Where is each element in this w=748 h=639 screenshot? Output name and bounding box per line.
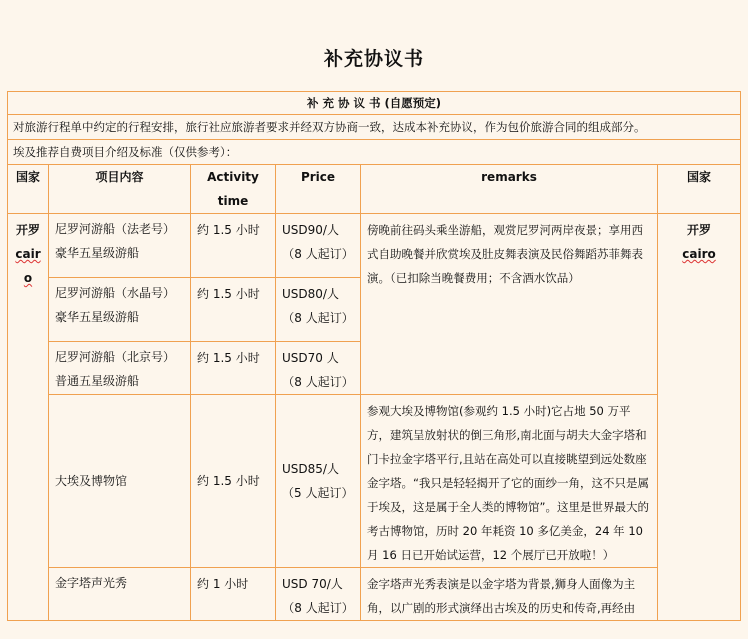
duration-cell: 约 1.5 小时 <box>191 395 276 568</box>
price-cell <box>276 395 361 568</box>
list-title: 埃及推荐自费项目介绍及标准（仅供参考）： <box>8 140 741 165</box>
item-name: 尼罗河游船（北京号） <box>55 350 176 364</box>
city-en-right: cairo <box>682 247 716 261</box>
city-en: cairo <box>15 247 41 285</box>
table-subtitle: 补 充 协 议 书 (自愿预定) <box>8 92 741 115</box>
price-cell <box>276 568 361 621</box>
table-row <box>8 568 741 621</box>
min-people: （8 人起订） <box>282 375 354 389</box>
item-grade: 普通五星级游船 <box>55 374 140 388</box>
intro-row <box>8 115 741 140</box>
price-value: USD90/人 <box>282 223 339 237</box>
price-cell <box>276 278 361 342</box>
header-remarks: remarks <box>361 165 658 214</box>
price-cell <box>276 342 361 395</box>
intro-text: 对旅游行程单中约定的行程安排，旅行社应旅游者要求并经双方协商一致，达成本补充协议，作为包价旅游合同的组成部分。 <box>8 115 741 140</box>
table-row <box>8 395 741 568</box>
city-cn: 开罗 <box>15 223 40 237</box>
header-price: Price <box>276 165 361 214</box>
museum-remark: 参观大埃及博物馆(参观约 1.5 小时)它占地 50 万平方，建筑呈放射状的倒三角形,南北面与胡夫大金字塔和门卡拉金字塔平行,且站在高处可以直接眺望到远处数座金字塔。“我只是轻轻揭开了它的面纱一角，这不只是属于埃及，这是属于全人类的博物馆”。这里是世界最大的考古博物馆，历时 20 年耗资 10 多亿美金，24 年 10 月 16 日已开始试运营，12 个展厅已开放啦！） <box>361 395 658 568</box>
page-title: 补充协议书 <box>323 48 424 70</box>
item-name: 尼罗河游船（法老号） <box>55 222 176 236</box>
header-row <box>8 165 741 214</box>
table-subtitle-row <box>8 92 741 115</box>
item-name: 金字塔声光秀 <box>55 576 128 590</box>
min-people: （8 人起订） <box>282 311 354 325</box>
duration-cell: 约 1 小时 <box>191 568 276 621</box>
city-cell-right <box>658 214 741 621</box>
item-grade: 豪华五星级游船 <box>55 310 140 324</box>
item-name: 大埃及博物馆 <box>55 474 128 488</box>
item-cell <box>49 395 191 568</box>
city-cell-left <box>8 214 49 621</box>
price-value: USD85/人 <box>282 462 339 476</box>
item-cell <box>49 278 191 342</box>
price-value: USD80/人 <box>282 287 339 301</box>
price-cell <box>276 214 361 278</box>
price-value: USD 70/人 <box>282 577 343 591</box>
cruise-remark: 傍晚前往码头乘坐游船，观赏尼罗河两岸夜景；享用西式自助晚餐并欣赏埃及肚皮舞表演及民俗舞蹈苏菲舞表演。（已扣除当晚餐费用；不含酒水饮品） <box>361 214 658 395</box>
item-cell <box>49 214 191 278</box>
item-name: 尼罗河游船（水晶号） <box>55 286 176 300</box>
duration-cell: 约 1.5 小时 <box>191 342 276 395</box>
header-country: 国家 <box>8 165 49 214</box>
light-show-remark: 金字塔声光秀表演是以金字塔为背景,狮身人面像为主角，以广剧的形式演绎出古埃及的历史和传奇,再经由 <box>361 568 658 621</box>
min-people: （8 人起订） <box>282 247 354 261</box>
min-people: （5 人起订） <box>282 486 354 500</box>
header-country-right: 国家 <box>658 165 741 214</box>
list-title-row <box>8 140 741 165</box>
item-cell <box>49 342 191 395</box>
header-activity-time: Activity time <box>191 165 276 214</box>
city-cn-right: 开罗 <box>687 223 712 237</box>
duration-cell: 约 1.5 小时 <box>191 214 276 278</box>
agreement-table <box>7 91 741 621</box>
min-people: （8 人起订） <box>282 601 354 615</box>
duration-cell: 约 1.5 小时 <box>191 278 276 342</box>
header-item: 项目内容 <box>49 165 191 214</box>
item-cell <box>49 568 191 621</box>
item-grade: 豪华五星级游船 <box>55 246 140 260</box>
table-row <box>8 214 741 278</box>
price-value: USD70 人 <box>282 351 339 365</box>
